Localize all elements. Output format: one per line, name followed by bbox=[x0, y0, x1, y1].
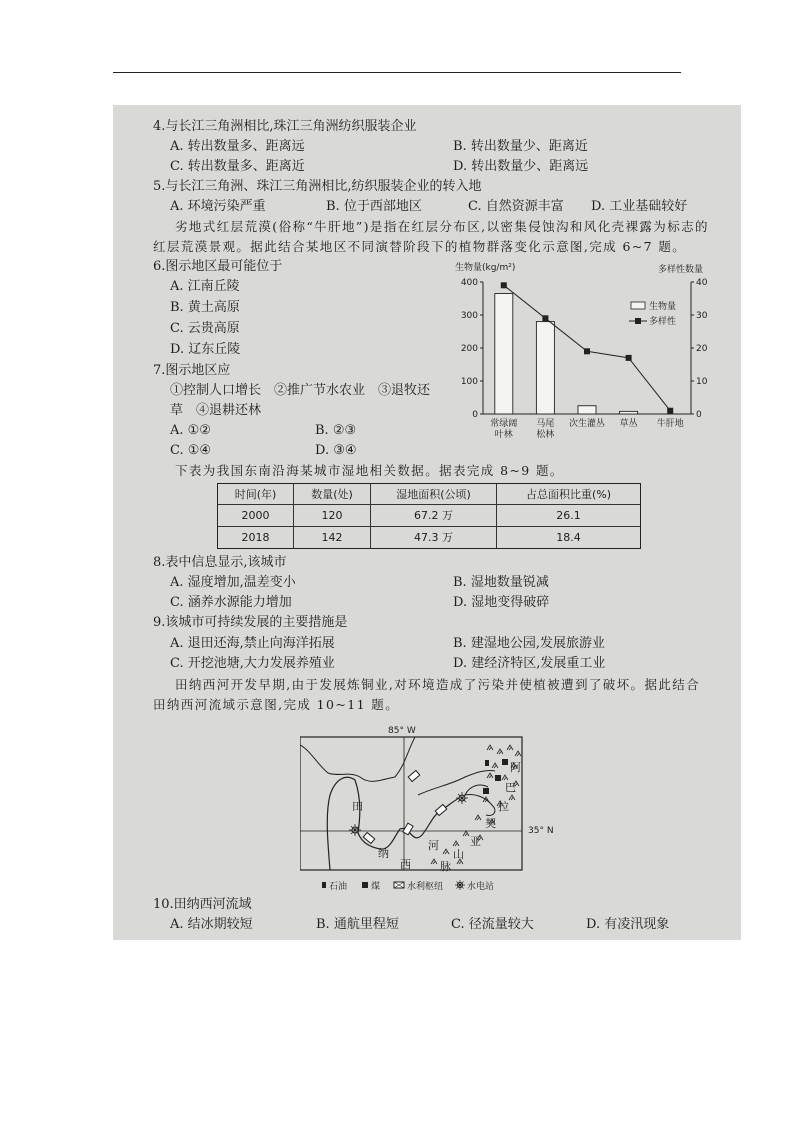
mountain-char: 契 bbox=[485, 817, 496, 830]
river-char: 河 bbox=[428, 839, 439, 852]
q6-stem: 6.图示地区最可能位于 bbox=[153, 259, 283, 274]
q8-stem: 8.表中信息显示,该城市 bbox=[153, 555, 287, 570]
mountain-char: 脉 bbox=[440, 860, 451, 873]
diversity-point bbox=[542, 315, 548, 321]
tennessee-river bbox=[327, 777, 465, 870]
scanned-exam-sheet bbox=[113, 105, 741, 940]
q8-option-a: A. 湿度增加,温差变小 bbox=[170, 575, 296, 590]
dam-icon bbox=[394, 882, 404, 888]
q7-choices-line1: ①控制人口增长 ②推广节水农业 ③退牧还 bbox=[170, 383, 431, 398]
q10-option-d: D. 有凌汛现象 bbox=[586, 917, 670, 932]
biomass-bar bbox=[578, 406, 596, 414]
intro-8-9: 下表为我国东南沿海某城市湿地相关数据。据表完成 8~9 题。 bbox=[175, 463, 564, 478]
tennessee-basin-map bbox=[300, 725, 570, 895]
q4-option-c: C. 转出数量多、距离近 bbox=[170, 159, 305, 174]
y2-tick-label: 20 bbox=[696, 344, 708, 354]
y2-tick-label: 40 bbox=[696, 278, 708, 288]
q8-option-d: D. 湿地变得破碎 bbox=[453, 595, 550, 610]
q5-stem: 5.与长江三角洲、珠江三角洲相比,纺织服装企业的转入地 bbox=[153, 179, 482, 194]
river-char: 田 bbox=[352, 800, 363, 813]
legend-coal-label: 煤 bbox=[371, 882, 381, 892]
river-char: 西 bbox=[400, 858, 411, 871]
y2-tick-label: 0 bbox=[696, 410, 702, 420]
q9-stem: 9.该城市可持续发展的主要措施是 bbox=[153, 615, 348, 630]
y-tick-label: 200 bbox=[460, 344, 478, 354]
coal-icon bbox=[502, 759, 508, 765]
biomass-bar bbox=[495, 294, 513, 414]
q4-stem: 4.与长江三角洲相比,珠江三角洲纺织服装企业 bbox=[153, 119, 417, 134]
q5-option-c: C. 自然资源丰富 bbox=[468, 199, 564, 214]
coal-icon bbox=[483, 788, 489, 794]
q4-option-d: D. 转出数量少、距离远 bbox=[453, 159, 589, 174]
intro-6-7-line1: 劣地式红层荒漠(俗称“牛肝地”)是指在红层分布区,以密集侵蚀沟和风化壳裸露为标志的 bbox=[175, 219, 709, 234]
diversity-point bbox=[667, 408, 673, 414]
q9-option-c: C. 开挖池塘,大力发展养殖业 bbox=[170, 656, 335, 671]
q10-option-a: A. 结冰期较短 bbox=[170, 917, 253, 932]
table-cell: 47.3 万 bbox=[371, 527, 497, 548]
q4-option-a: A. 转出数量多、距离远 bbox=[170, 139, 305, 154]
x-tick-label: 马尾 bbox=[536, 419, 555, 429]
x-tick-label: 松林 bbox=[536, 430, 555, 440]
tributary-river-east bbox=[465, 794, 495, 815]
intro-10-11-line1: 田纳西河开发早期,由于发展炼铜业,对环境造成了污染并使植被遭到了破坏。据此结合 bbox=[175, 677, 701, 692]
mountain-char: 亚 bbox=[470, 835, 481, 848]
legend-diversity-label: 多样性 bbox=[649, 317, 677, 327]
q7-option-d: D. ③④ bbox=[315, 443, 357, 458]
legend-oil-label: 石油 bbox=[329, 882, 348, 892]
map-legend bbox=[322, 880, 494, 892]
q9-option-b: B. 建湿地公园,发展旅游业 bbox=[453, 636, 605, 651]
intro-10-11-line2: 田纳西河流域示意图,完成 10~11 题。 bbox=[153, 697, 400, 712]
table-cell: 18.4 bbox=[556, 530, 581, 544]
coal-icon bbox=[362, 882, 368, 888]
hydropower-icon bbox=[455, 880, 465, 890]
q6-option-d: D. 辽东丘陵 bbox=[170, 342, 241, 357]
q4-option-b: B. 转出数量少、距离近 bbox=[453, 139, 588, 154]
table-cell: 26.1 bbox=[497, 505, 640, 526]
diversity-point bbox=[626, 355, 632, 361]
legend-line-marker bbox=[635, 318, 641, 324]
latitude-label: 35° N bbox=[528, 826, 554, 836]
q10-stem: 10.田纳西河流域 bbox=[153, 897, 252, 912]
legend-biomass-label: 生物量 bbox=[649, 302, 677, 312]
q7-option-a: A. ①② bbox=[170, 423, 211, 438]
table-cell: 2018 bbox=[218, 527, 294, 548]
x-tick-label: 牛肝地 bbox=[656, 419, 684, 429]
biomass-bar bbox=[536, 322, 554, 414]
dam-icon bbox=[408, 770, 420, 781]
table-cell: 67.2 万 bbox=[371, 505, 497, 526]
q5-option-b: B. 位于西部地区 bbox=[326, 199, 422, 214]
river-char: 纳 bbox=[378, 847, 389, 860]
mountain-char: 山 bbox=[453, 848, 464, 861]
biomass-diversity-chart bbox=[443, 260, 733, 440]
y2-tick-label: 10 bbox=[696, 377, 708, 387]
q8-option-b: B. 湿地数量锐减 bbox=[453, 575, 549, 590]
q6-option-a: A. 江南丘陵 bbox=[170, 279, 240, 294]
ohio-river bbox=[300, 737, 415, 781]
q6-option-b: B. 黄土高原 bbox=[170, 300, 240, 315]
q10-option-b: B. 通航里程短 bbox=[316, 917, 399, 932]
y-tick-label: 400 bbox=[460, 278, 478, 288]
q5-option-a: A. 环境污染严重 bbox=[170, 199, 266, 214]
y2-axis-label: 多样性数量 bbox=[658, 265, 704, 275]
y-axis-label: 生物量(kg/m²) bbox=[455, 263, 516, 273]
y-tick-label: 0 bbox=[472, 410, 478, 420]
map-frame bbox=[300, 737, 522, 870]
x-tick-label: 常绿阔 bbox=[490, 419, 518, 429]
q9-option-a: A. 退田还海,禁止向海洋拓展 bbox=[170, 636, 335, 651]
oil-icon bbox=[322, 882, 326, 888]
chart-legend bbox=[629, 300, 676, 327]
wetland-table bbox=[217, 483, 641, 549]
header-rule bbox=[113, 72, 681, 73]
table-header-year: 时间(年) bbox=[218, 484, 294, 505]
oil-icon bbox=[485, 760, 489, 766]
coal-icon bbox=[495, 775, 501, 781]
table-cell: 2000 bbox=[218, 505, 294, 526]
y-tick-label: 300 bbox=[460, 311, 478, 321]
y-tick-label: 100 bbox=[460, 377, 478, 387]
diversity-point bbox=[501, 282, 507, 288]
x-tick-label: 草丛 bbox=[619, 419, 638, 429]
table-header-count: 数量(处) bbox=[294, 484, 371, 505]
q5-option-d: D. 工业基础较好 bbox=[591, 199, 688, 214]
mountain-char: 阿 bbox=[510, 761, 521, 774]
mountain-char: 拉 bbox=[498, 800, 509, 813]
y2-tick-label: 30 bbox=[696, 311, 708, 321]
dam-icon bbox=[403, 823, 413, 835]
q9-option-d: D. 建经济特区,发展重工业 bbox=[453, 656, 606, 671]
x-tick-label: 次生灌丛 bbox=[568, 419, 606, 429]
q7-option-b: B. ②③ bbox=[315, 423, 357, 438]
x-tick-label: 叶林 bbox=[494, 430, 513, 440]
mountain-char: 巴 bbox=[505, 781, 516, 794]
diversity-point bbox=[584, 348, 590, 354]
q10-option-c: C. 径流量较大 bbox=[451, 917, 534, 932]
legend-hydropower-label: 水电站 bbox=[467, 882, 495, 892]
table-header-area: 湿地面积(公顷) bbox=[371, 484, 497, 505]
table-cell: 120 bbox=[294, 505, 371, 526]
legend-dam-label: 水利枢纽 bbox=[407, 882, 444, 892]
biomass-bar bbox=[620, 411, 638, 414]
q8-option-c: C. 涵养水源能力增加 bbox=[170, 595, 292, 610]
table-cell: 142 bbox=[294, 527, 371, 548]
longitude-label: 85° W bbox=[388, 726, 416, 736]
q7-choices-line2: 草 ④退耕还林 bbox=[170, 403, 262, 418]
q6-option-c: C. 云贵高原 bbox=[170, 321, 240, 336]
legend-bar-swatch bbox=[631, 302, 645, 309]
q7-stem: 7.图示地区应 bbox=[153, 363, 231, 378]
q7-option-c: C. ①④ bbox=[170, 443, 212, 458]
intro-6-7-line2: 红层荒漠景观。据此结合某地区不同演替阶段下的植物群落变化示意图,完成 6~7 题。 bbox=[153, 239, 687, 254]
table-header-share: 占总面积比重(%) bbox=[497, 484, 640, 505]
